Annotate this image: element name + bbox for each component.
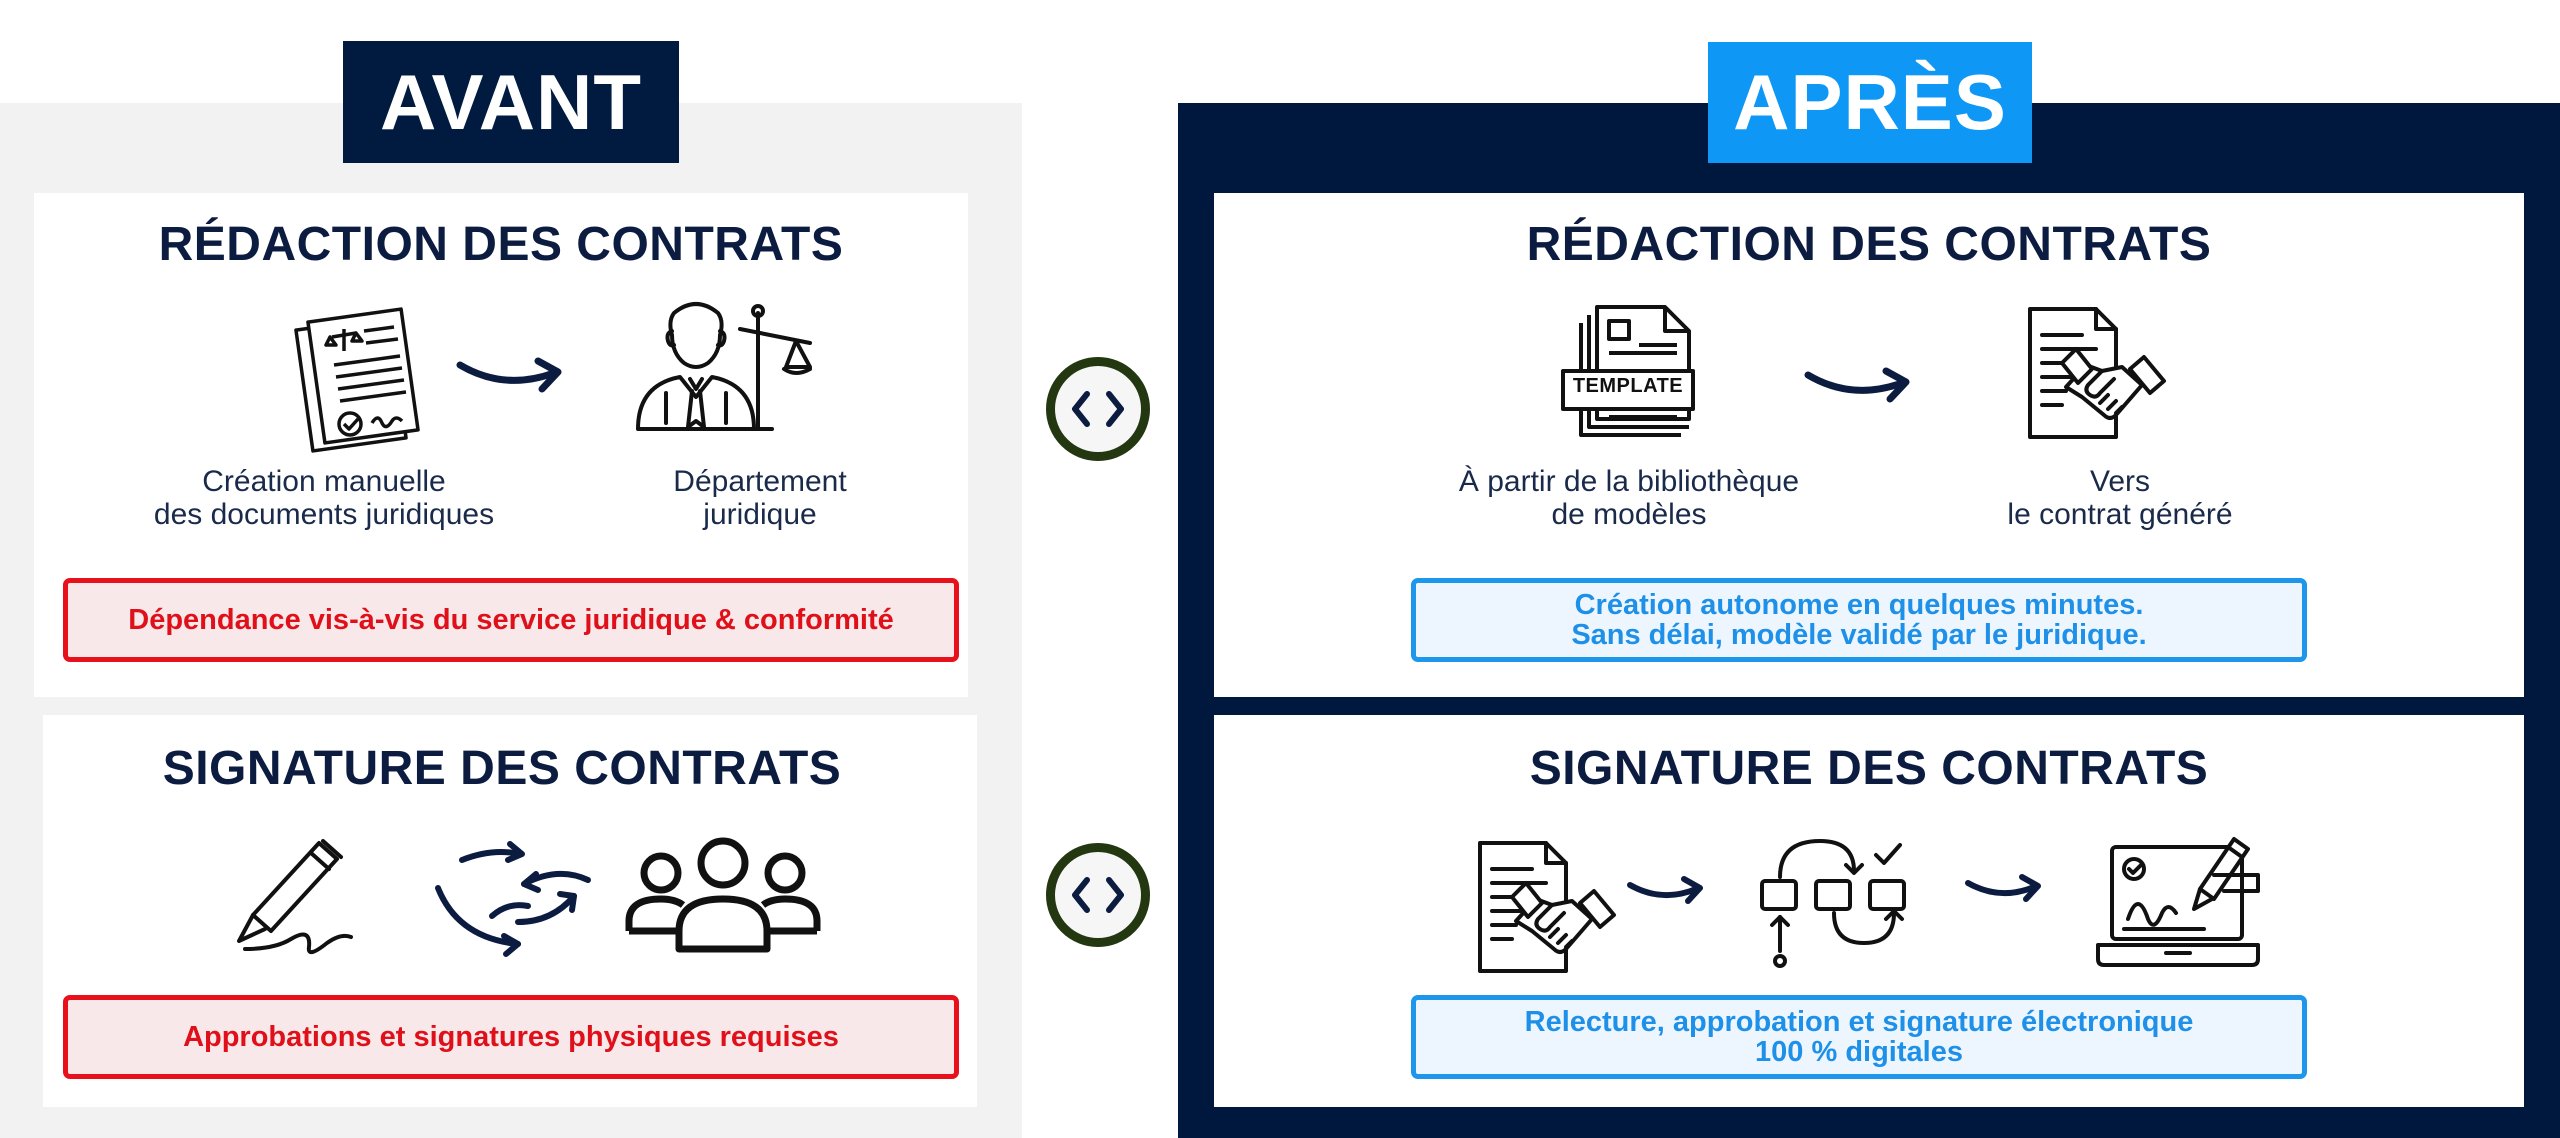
apres-redaction-note-line2: Sans délai, modèle validé par le juridique.	[1571, 619, 2147, 651]
apres-redaction-note-line1: Création autonome en quelques minutes.	[1574, 589, 2144, 621]
code-brackets-icon	[1065, 870, 1131, 920]
legal-document-icon	[274, 303, 424, 453]
avant-caption-manual: Création manuelle des documents juridiques	[153, 465, 495, 531]
contract-handshake-icon	[2026, 305, 2176, 445]
group-people-icon	[623, 835, 823, 955]
laptop-signature-icon	[2094, 835, 2264, 975]
code-brackets-icon	[1065, 384, 1131, 434]
apres-redaction-note	[1411, 578, 2307, 662]
contract-handshake-icon	[1476, 839, 1626, 979]
template-label: TEMPLATE	[1572, 375, 1684, 397]
avant-heading: AVANT	[343, 41, 679, 163]
back-and-forth-arrows-icon	[428, 840, 618, 960]
apres-caption-generated: Vers le contrat généré	[2007, 465, 2233, 531]
apres-signature-card	[1214, 715, 2524, 1107]
apres-signature-note-line1: Relecture, approbation et signature électronique	[1524, 1006, 2194, 1038]
apres-signature-note-line2: 100 % digitales	[1755, 1036, 1963, 1068]
compare-toggle-top[interactable]	[1046, 357, 1150, 461]
lawyer-with-scales-icon	[632, 293, 822, 433]
avant-redaction-title: RÉDACTION DES CONTRATS	[158, 218, 844, 271]
compare-toggle-bottom[interactable]	[1046, 843, 1150, 947]
apres-heading: APRÈS	[1708, 42, 2032, 163]
avant-redaction-card	[34, 193, 968, 697]
avant-caption-legal: Département juridique	[673, 465, 847, 531]
apres-signature-title: SIGNATURE DES CONTRATS	[1529, 742, 2209, 795]
avant-signature-card	[43, 715, 977, 1107]
workflow-icon	[1758, 833, 1918, 973]
avant-signature-note: Approbations et signatures physiques requises	[63, 995, 959, 1079]
avant-signature-title: SIGNATURE DES CONTRATS	[162, 742, 842, 795]
apres-redaction-title: RÉDACTION DES CONTRATS	[1526, 218, 2212, 271]
arrow-icon	[1802, 353, 1922, 413]
apres-caption-library: À partir de la bibliothèque de modèles	[1458, 465, 1800, 531]
arrow-icon	[1624, 865, 1714, 915]
arrow-icon	[1962, 863, 2052, 913]
apres-signature-note	[1411, 995, 2307, 1079]
pen-signature-icon	[223, 837, 363, 967]
avant-redaction-note: Dépendance vis-à-vis du service juridique & conformité	[63, 578, 959, 662]
arrow-icon	[454, 343, 574, 403]
apres-redaction-card	[1214, 193, 2524, 697]
template-document-icon	[1559, 303, 1709, 443]
